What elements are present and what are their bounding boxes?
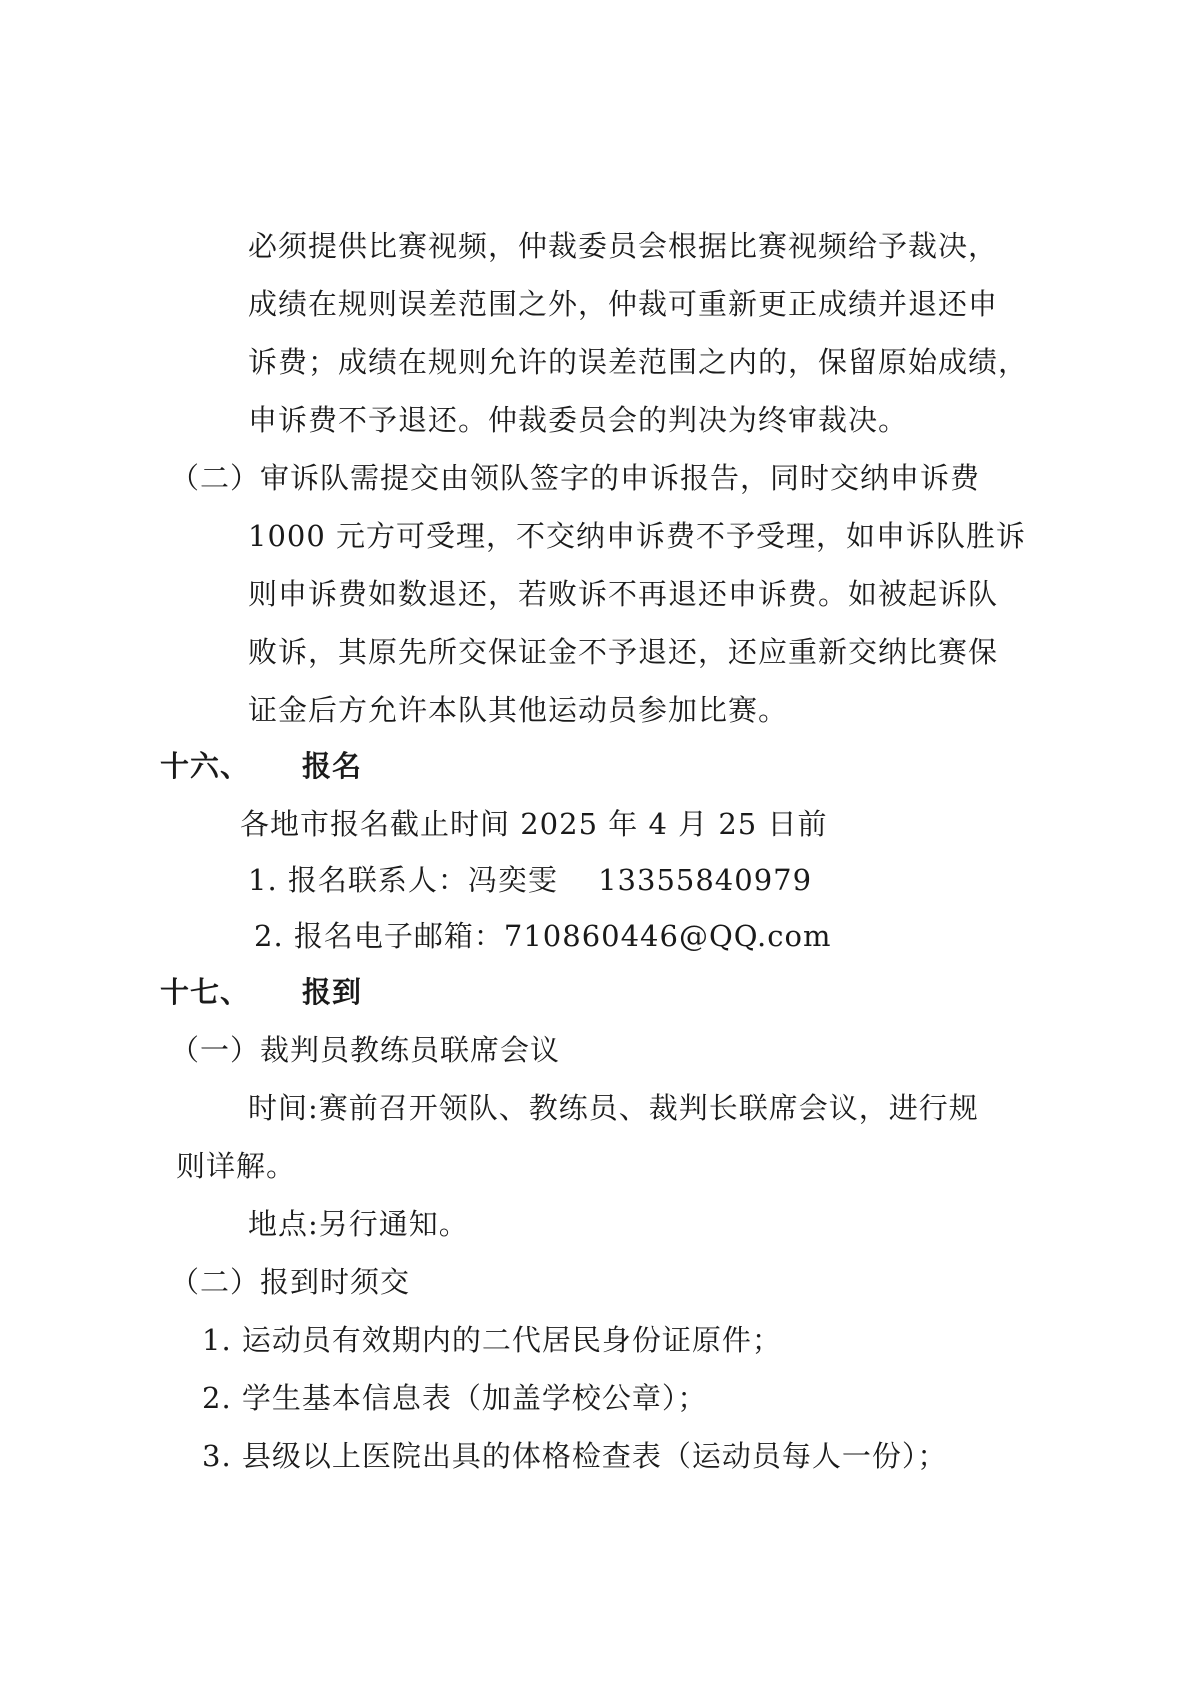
arbitration-text-line-4: 申诉费不予退还。仲裁委员会的判决为终审裁决。 — [248, 403, 909, 437]
meeting-time-line-2: 则详解。 — [176, 1149, 297, 1183]
section-16-heading — [160, 746, 362, 786]
registration-email: 2. 报名电子邮箱：710860446@QQ.com — [254, 919, 832, 953]
section-17-number: 十七、 — [160, 975, 251, 1009]
section-16-number: 十六、 — [160, 749, 251, 783]
section-17-heading — [160, 972, 362, 1012]
checkin-item-1: 1. 运动员有效期内的二代居民身份证原件； — [202, 1323, 782, 1357]
section-17-title: 报到 — [302, 975, 363, 1009]
appeal-item-line-2: 1000 元方可受理，不交纳申诉费不予受理，如申诉队胜诉 — [248, 519, 1027, 553]
checkin-subheading: （二）报到时须交 — [170, 1265, 411, 1299]
section-16-title: 报名 — [302, 749, 363, 783]
appeal-item-line-4: 败诉，其原先所交保证金不予退还，还应重新交纳比赛保 — [248, 635, 999, 669]
meeting-location: 地点:另行通知。 — [248, 1207, 469, 1241]
meeting-subheading: （一）裁判员教练员联席会议 — [170, 1033, 561, 1067]
checkin-item-3: 3. 县级以上医院出具的体格检查表（运动员每人一份）； — [202, 1439, 948, 1473]
appeal-item-line-5: 证金后方允许本队其他运动员参加比赛。 — [248, 693, 789, 727]
checkin-item-2: 2. 学生基本信息表（加盖学校公章）； — [202, 1381, 708, 1415]
registration-contact: 1. 报名联系人：冯奕雯 13355840979 — [248, 863, 813, 897]
arbitration-text-line-2: 成绩在规则误差范围之外，仲裁可重新更正成绩并退还申 — [248, 287, 999, 321]
appeal-item-line-3: 则申诉费如数退还，若败诉不再退还申诉费。如被起诉队 — [248, 577, 999, 611]
arbitration-text-line-1: 必须提供比赛视频，仲裁委员会根据比赛视频给予裁决， — [248, 229, 999, 263]
arbitration-text-line-3: 诉费；成绩在规则允许的误差范围之内的，保留原始成绩， — [248, 345, 1029, 379]
appeal-item-line-1: （二）审诉队需提交由领队签字的申诉报告，同时交纳申诉费 — [170, 461, 981, 495]
meeting-time-line-1: 时间:赛前召开领队、教练员、裁判长联席会议，进行规 — [248, 1091, 979, 1125]
registration-deadline: 各地市报名截止时间 2025 年 4 月 25 日前 — [240, 807, 828, 841]
